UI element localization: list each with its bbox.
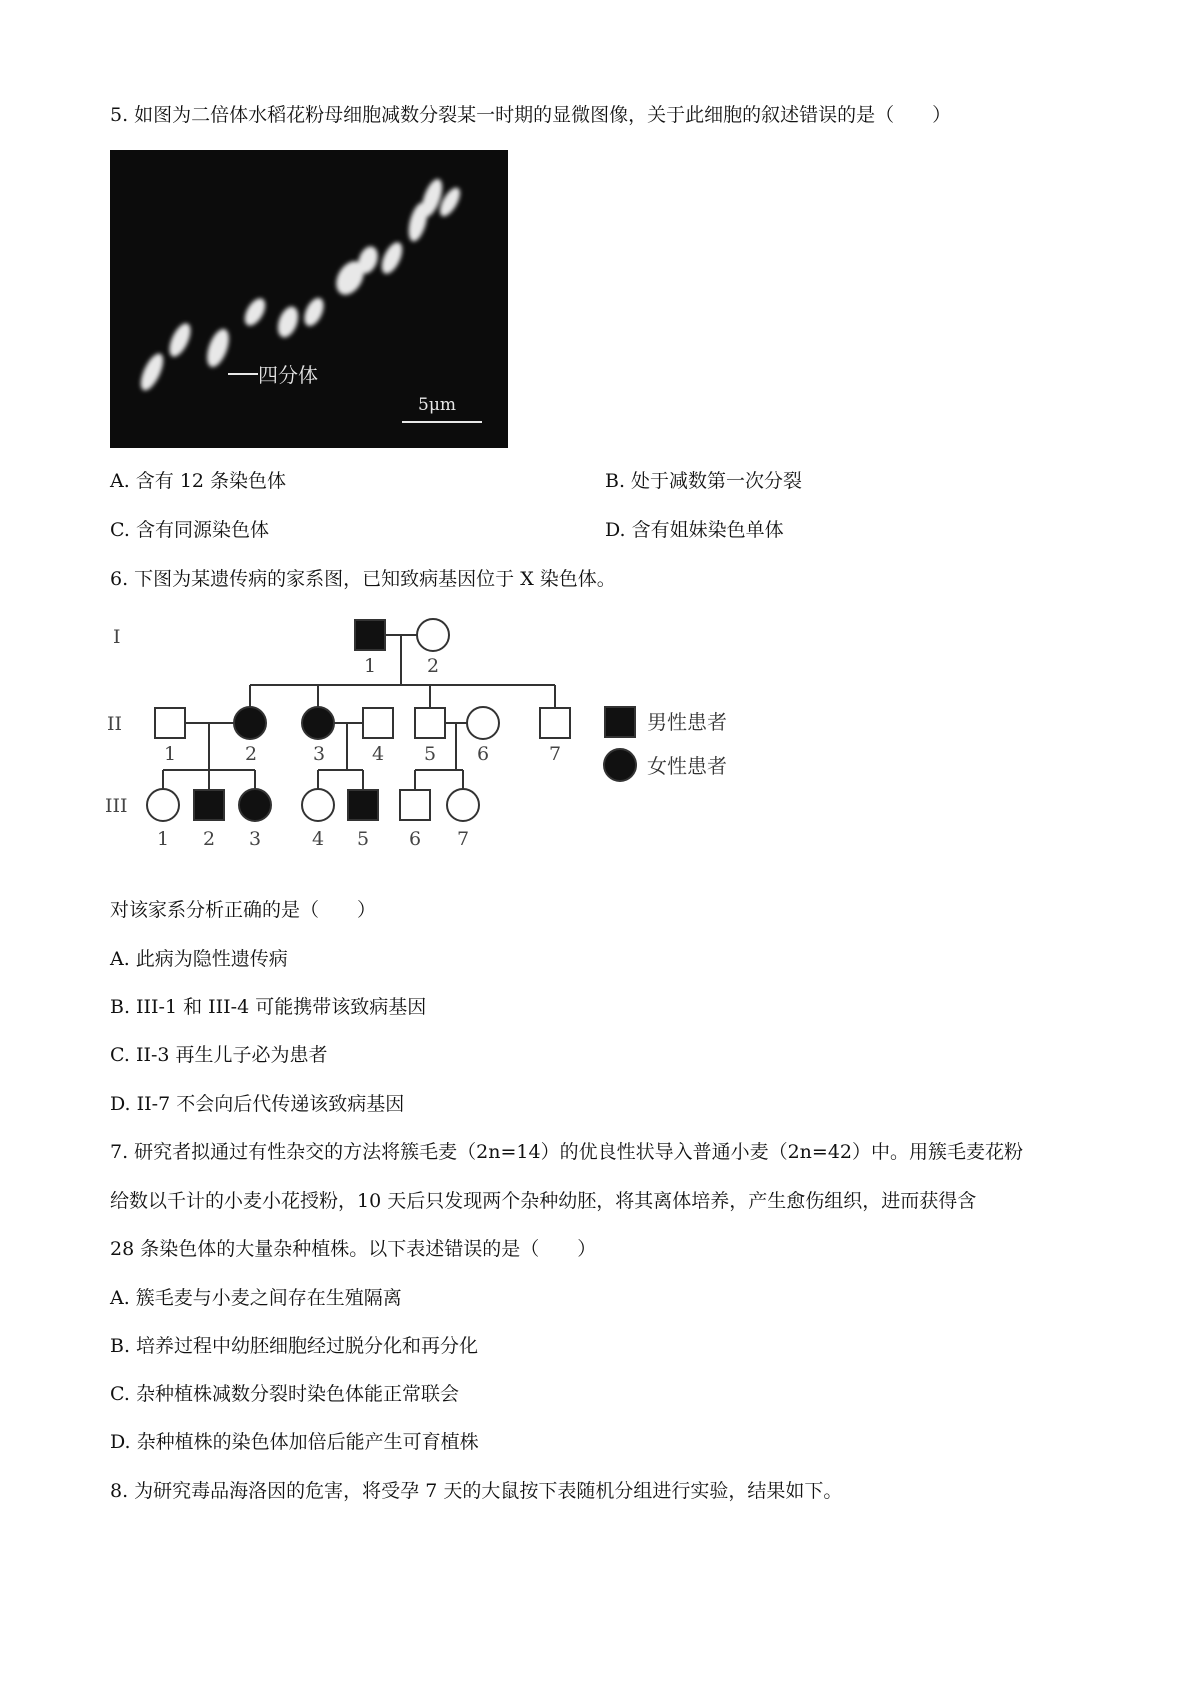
pedigree-III-3 (239, 789, 271, 821)
pedigree-II-5 (415, 708, 445, 738)
q8-stem: 8. 为研究毒品海洛因的危害，将受孕 7 天的大鼠按下表随机分组进行实验，结果如下。 (110, 1480, 843, 1502)
micrograph-image (110, 150, 508, 448)
pedigree-III-6 (400, 790, 430, 820)
micrograph-figure (110, 150, 508, 448)
pedigree-II-6 (467, 707, 499, 739)
q7-option-a: A. 簇毛麦与小麦之间存在生殖隔离 (110, 1287, 402, 1309)
III-3-number: 3 (249, 828, 262, 850)
q6-option-c: C. II-3 再生儿子必为患者 (110, 1044, 328, 1066)
gen-label-II: II (107, 713, 123, 735)
legend-male-affected-icon (605, 707, 635, 737)
III-2-number: 2 (203, 828, 216, 850)
legend-female-affected-label: 女性患者 (647, 754, 727, 778)
pedigree-I-2 (417, 619, 449, 651)
III-7-number: 7 (457, 828, 470, 850)
q5-option-b: B. 处于减数第一次分裂 (605, 470, 803, 492)
pedigree-III-4 (302, 789, 334, 821)
q7-stem-line2: 给数以千计的小麦小花授粉，10 天后只发现两个杂种幼胚，将其离体培养，产生愈伤组织，进而获得含 (110, 1190, 977, 1212)
q6-option-b: B. III-1 和 III-4 可能携带该致病基因 (110, 996, 427, 1018)
gen-label-III: III (105, 795, 128, 817)
pedigree-II-3 (302, 707, 334, 739)
pedigree-II-2 (234, 707, 266, 739)
legend-male-affected-label: 男性患者 (647, 710, 727, 734)
q7-stem-line3: 28 条染色体的大量杂种植株。以下表述错误的是（ ） (110, 1238, 597, 1260)
II-4-number: 4 (372, 743, 385, 765)
pedigree-III-1 (147, 789, 179, 821)
pedigree-III-2 (194, 790, 224, 820)
q5-stem: 5. 如图为二倍体水稻花粉母细胞减数分裂某一时期的显微图像，关于此细胞的叙述错误的是（ ） (110, 104, 952, 126)
pedigree-II-4 (363, 708, 393, 738)
pedigree-II-7 (540, 708, 570, 738)
q7-option-c: C. 杂种植株减数分裂时染色体能正常联会 (110, 1383, 459, 1405)
q7-option-d: D. 杂种植株的染色体加倍后能产生可育植株 (110, 1431, 479, 1453)
II-2-number: 2 (245, 743, 258, 765)
q7-option-b: B. 培养过程中幼胚细胞经过脱分化和再分化 (110, 1335, 479, 1357)
pedigree-III-5 (348, 790, 378, 820)
q5-option-c: C. 含有同源染色体 (110, 519, 269, 541)
II-7-number: 7 (549, 743, 562, 765)
q6-stem: 6. 下图为某遗传病的家系图，已知致病基因位于 X 染色体。 (110, 568, 616, 590)
tetrad-label: 四分体 (258, 363, 318, 387)
pedigree-I-1 (355, 620, 385, 650)
III-1-number: 1 (157, 828, 170, 850)
q6-prompt: 对该家系分析正确的是（ ） (110, 899, 377, 921)
II-5-number: 5 (424, 743, 437, 765)
pedigree-II-1 (155, 708, 185, 738)
legend-female-affected-icon (604, 749, 636, 781)
III-4-number: 4 (312, 828, 325, 850)
gen-label-I: I (113, 626, 121, 648)
q6-option-a: A. 此病为隐性遗传病 (110, 948, 288, 970)
pedigree-III-7 (447, 789, 479, 821)
pedigree-chart (105, 605, 785, 875)
I-1-number: 1 (364, 655, 377, 677)
q7-stem-line1: 7. 研究者拟通过有性杂交的方法将簇毛麦（2n=14）的优良性状导入普通小麦（2n=42）中。用簇毛麦花粉 (110, 1141, 1024, 1163)
II-6-number: 6 (477, 743, 490, 765)
I-2-number: 2 (427, 655, 440, 677)
III-5-number: 5 (357, 828, 370, 850)
II-3-number: 3 (313, 743, 326, 765)
q5-option-d: D. 含有姐妹染色单体 (605, 519, 784, 541)
II-1-number: 1 (164, 743, 177, 765)
q5-option-a: A. 含有 12 条染色体 (110, 470, 287, 492)
III-6-number: 6 (409, 828, 422, 850)
scale-bar-label: 5μm (418, 395, 456, 415)
q6-option-d: D. II-7 不会向后代传递该致病基因 (110, 1093, 405, 1115)
